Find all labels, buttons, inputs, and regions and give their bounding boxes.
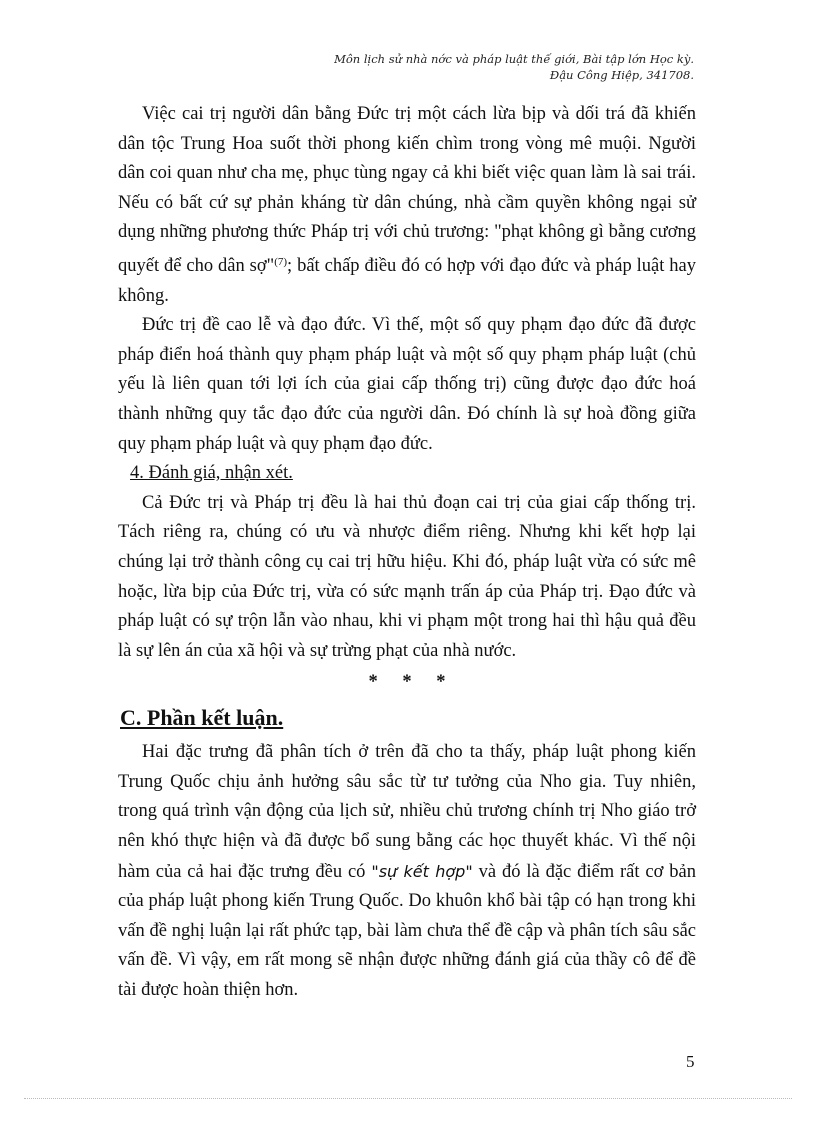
paragraph-4-text-a: Hai đặc trưng đã phân tích ở trên đã cho ta thấy, pháp luật phong kiến Trung Quốc chịu ảnh hưởng sâu sắc từ tư tưởng của Nho gia. Tuy nhiên, trong quá trình vận động của lịch sử, nhiều chủ trương chính trị Nho giáo trở nên khó thực hiện và đã được bổ sung bằng các học thuyết khác. Vì thế nội hàm của cả hai đặc trưng đều có [118, 742, 696, 882]
body-text [118, 100, 696, 1006]
section-separator: * * * [368, 672, 456, 693]
header-line-1: Môn lịch sử nhà nớc và pháp luật thế giới, Bài tập lớn Học kỳ. [334, 52, 694, 66]
paragraph-1-text-a: Việc cai trị người dân bằng Đức trị một cách lừa bịp và dối trá đã khiến dân tộc Trung Hoa suốt thời phong kiến chìm trong vòng mê muội. Người dân coi quan như cha mẹ, phục tùng ngay cả khi biết việc quan làm là sai trái. Nếu có bất cứ sự phản kháng từ dân chúng, nhà cầm quyền không ngại sử dụng những phương thức Pháp trị với chủ trương: "phạt không gì bằng cương quyết để cho dân sợ" [118, 104, 696, 276]
paragraph-4-emphasis: "sự kết hợp" [371, 861, 473, 881]
header-line-2: Đậu Công Hiệp, 341708. [549, 68, 694, 82]
subsection-heading: 4. Đánh giá, nhận xét. [130, 463, 293, 484]
paragraph-3: Cả Đức trị và Pháp trị đều là hai thủ đoạn cai trị của giai cấp thống trị. Tách riêng ra, chúng có ưu và nhược điểm riêng. Nhưng khi kết hợp lại chúng lại trở thành công cụ cai trị hữu hiệu. Khi đó, pháp luật vừa có sức mê hoặc, lừa bịp của Đức trị, vừa có sức mạnh trấn áp của Pháp trị. Đạo đức và pháp luật có sự trộn lẫn vào nhau, khi vi phạm một trong hai thì hậu quả đều là sự lên án của xã hội và sự trừng phạt của nhà nước. [118, 492, 696, 661]
footer-divider [24, 1098, 792, 1099]
paragraph-2: Đức trị đề cao lễ và đạo đức. Vì thế, một số quy phạm đạo đức đã được pháp điển hoá thành quy phạm pháp luật và một số quy phạm pháp luật (chủ yếu là liên quan tới lợi ích của giai cấp thống trị) cũng được đạo đức hoá thành những quy tắc đạo đức của người dân. Đó chính là sự hoà đồng giữa quy phạm pháp luật và quy phạm đạo đức. [118, 315, 696, 454]
running-header [274, 51, 694, 83]
page-number: 5 [686, 1052, 695, 1071]
paragraph-4 [118, 738, 696, 1005]
paragraph-1 [118, 100, 696, 311]
section-heading: C. Phần kết luận. [120, 705, 284, 731]
paragraph-4-text-b: và đó là đặc điểm rất cơ bản của pháp luật phong kiến Trung Quốc. Do khuôn khổ bài tập có hạn trong khi vấn đề nghị luận lại rất phức tạp, bài làm chưa thể đề cập và phân tích sâu sắc vấn đề. Vì vậy, em rất mong sẽ nhận được những đánh giá của thầy cô để đề tài được hoàn thiện hơn. [118, 861, 696, 1001]
paragraph-1-text-b: ; bất chấp điều đó có hợp với đạo đức và pháp luật hay không. [118, 255, 696, 306]
footnote-ref-7: (7) [274, 255, 288, 268]
